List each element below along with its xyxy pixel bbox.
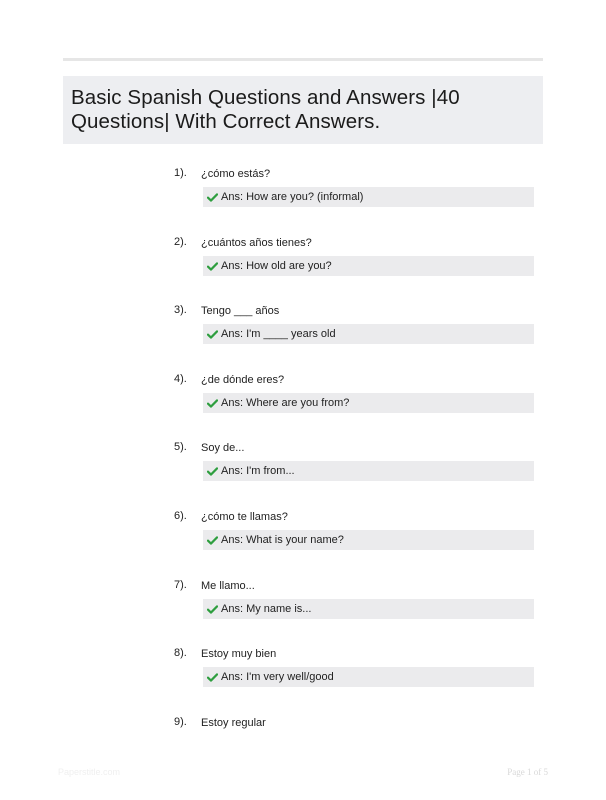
answer-box <box>203 461 534 481</box>
answer-text: Ans: How old are you? <box>221 260 332 272</box>
answer-text: Ans: What is your name? <box>221 534 344 546</box>
checkmark-icon <box>207 399 218 408</box>
checkmark-icon <box>207 262 218 271</box>
top-divider <box>63 58 543 61</box>
page-number: Page 1 of 5 <box>507 767 548 777</box>
answer-box <box>203 324 534 344</box>
answer-box <box>203 599 534 619</box>
answer-text: Ans: I'm from... <box>221 465 295 477</box>
checkmark-icon <box>207 193 218 202</box>
page-title: Basic Spanish Questions and Answers |40 Questions| With Correct Answers. <box>71 86 460 133</box>
checkmark-icon <box>207 330 218 339</box>
question-text: Me llamo... <box>201 580 255 592</box>
question-text: Estoy muy bien <box>201 648 277 660</box>
checkmark-icon <box>207 605 218 614</box>
footer-watermark: Paperstitle.com <box>58 767 121 777</box>
question-number: 3). <box>174 304 187 316</box>
question-text: ¿cómo estás? <box>201 168 271 180</box>
answer-text: Ans: Where are you from? <box>221 397 350 409</box>
answer-text: Ans: How are you? (informal) <box>221 191 364 203</box>
question-text: ¿de dónde eres? <box>201 374 285 386</box>
question-number: 2). <box>174 236 187 248</box>
answer-text: Ans: I'm very well/good <box>221 671 334 683</box>
answer-box <box>203 530 534 550</box>
question-text: ¿cómo te llamas? <box>201 511 288 523</box>
answer-box <box>203 256 534 276</box>
answer-text: Ans: My name is... <box>221 603 312 615</box>
question-text: Soy de... <box>201 442 245 454</box>
question-number: 5). <box>174 441 187 453</box>
answer-box <box>203 393 534 413</box>
question-text: ¿cuántos años tienes? <box>201 237 312 249</box>
question-number: 9). <box>174 716 187 728</box>
question-text: Estoy regular <box>201 717 266 729</box>
question-number: 1). <box>174 167 187 179</box>
checkmark-icon <box>207 673 218 682</box>
answer-box <box>203 667 534 687</box>
title-banner <box>63 76 543 144</box>
answer-box <box>203 187 534 207</box>
question-number: 8). <box>174 647 187 659</box>
question-number: 6). <box>174 510 187 522</box>
question-number: 7). <box>174 579 187 591</box>
question-number: 4). <box>174 373 187 385</box>
checkmark-icon <box>207 467 218 476</box>
answer-text: Ans: I'm ____ years old <box>221 328 336 340</box>
question-text: Tengo ___ años <box>201 305 280 317</box>
checkmark-icon <box>207 536 218 545</box>
